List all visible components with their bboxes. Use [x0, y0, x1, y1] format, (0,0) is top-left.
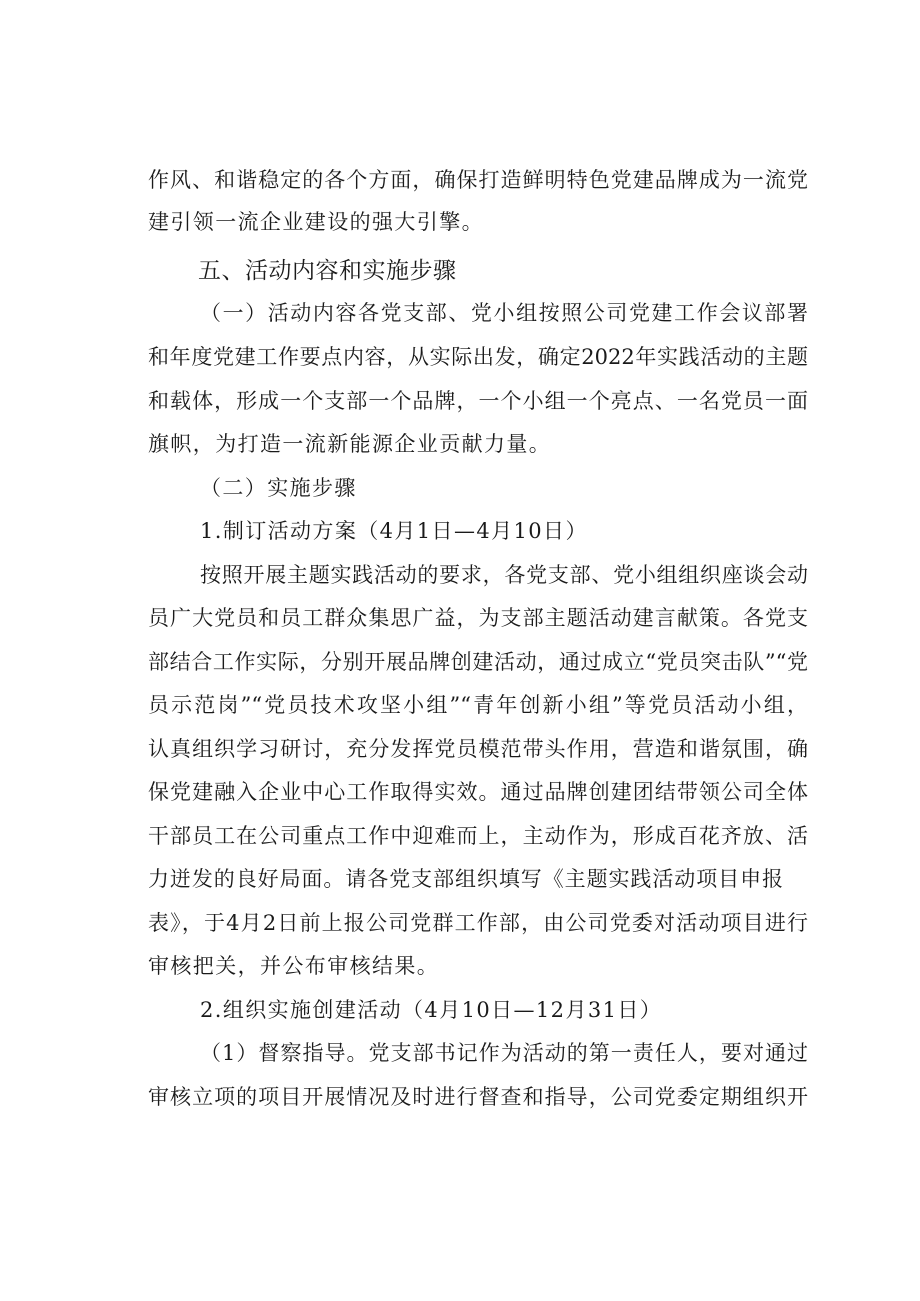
paragraph-line: （一）活动内容各党支部、党小组按照公司党建工作会议部署 — [200, 301, 808, 325]
paragraph-line: 旗帜，为打造一流新能源企业贡献力量。 — [148, 432, 552, 456]
paragraph-line: 员示范岗”“党员技术攻坚小组”“青年创新小组”等党员活动小组， — [148, 693, 808, 717]
paragraph-line: 和年度党建工作要点内容，从实际出发，确定2022年实践活动的主题 — [148, 345, 808, 369]
paragraph-line: 作风、和谐稳定的各个方面，确保打造鲜明特色党建品牌成为一流党 — [148, 168, 808, 192]
paragraph-line: （1）督察指导。党支部书记作为活动的第一责任人，要对通过 — [200, 1041, 808, 1065]
step-heading: 2.组织实施创建活动（4月10日—12月31日） — [200, 998, 663, 1022]
paragraph-line: 认真组织学习研讨，充分发挥党员模范带头作用，营造和谐氛围，确 — [148, 737, 808, 761]
paragraph-line: 和载体，形成一个支部一个品牌，一个小组一个亮点、一名党员一面 — [148, 389, 808, 413]
paragraph-line: 审核把关，并公布审核结果。 — [148, 954, 440, 978]
paragraph-line: 表》，于4月2日前上报公司党群工作部，由公司党委对活动项目进行 — [148, 911, 808, 935]
paragraph-line: 员广大党员和员工群众集思广益，为支部主题活动建言献策。各党支 — [148, 606, 808, 630]
paragraph-line: 建引领一流企业建设的强大引擎。 — [148, 210, 484, 234]
subsection-heading: （二）实施步骤 — [200, 476, 357, 500]
paragraph-line: 审核立项的项目开展情况及时进行督查和指导，公司党委定期组织开 — [148, 1085, 808, 1109]
paragraph-line: 力迸发的良好局面。请各党支部组织填写《主题实践活动项目申报 — [148, 867, 783, 891]
section-heading: 五、活动内容和实施步骤 — [198, 258, 457, 284]
paragraph-line: 按照开展主题实践活动的要求，各党支部、党小组组织座谈会动 — [200, 563, 808, 587]
paragraph-line: 干部员工在公司重点工作中迎难而上，主动作为，形成百花齐放、活 — [148, 824, 808, 848]
step-heading: 1.制订活动方案（4月1日—4月10日） — [200, 519, 588, 543]
paragraph-line: 保党建融入企业中心工作取得实效。通过品牌创建团结带领公司全体 — [148, 780, 808, 804]
paragraph-line: 部结合工作实际，分别开展品牌创建活动，通过成立“党员突击队”“党 — [148, 650, 808, 674]
